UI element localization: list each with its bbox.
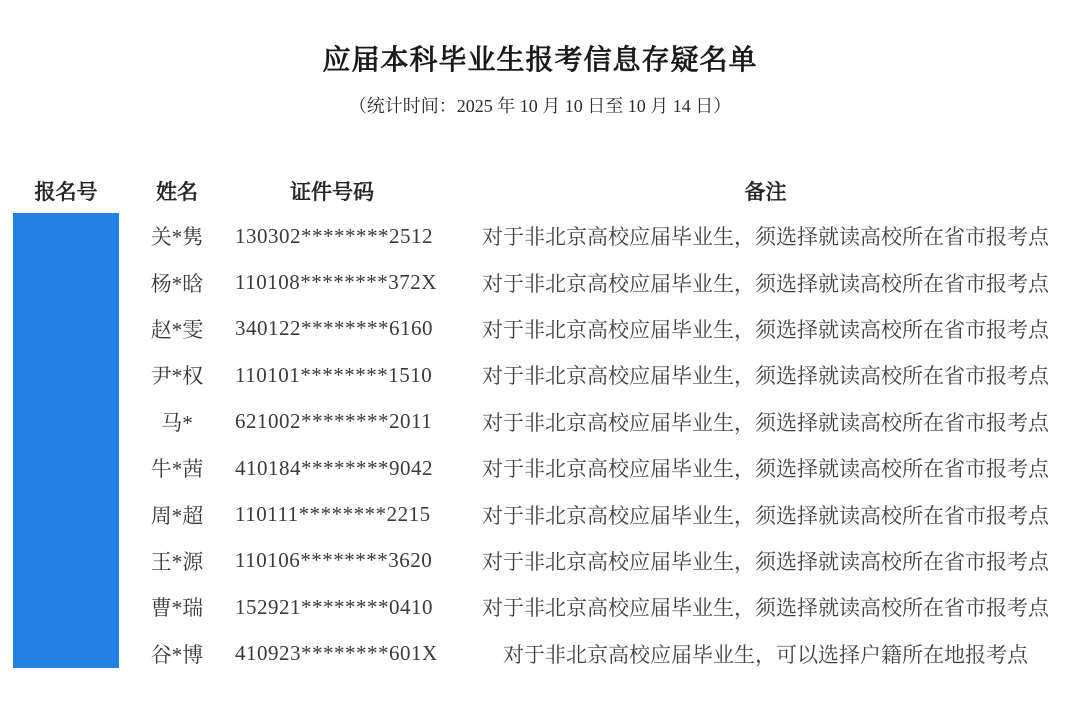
header-id-number: 证件号码 [290, 180, 374, 204]
table-rows [0, 213, 1080, 677]
row-id-number: 110108********372X [235, 270, 437, 295]
page-subtitle: （统计时间：2025 年 10 月 10 日至 10 月 14 日） [348, 96, 732, 116]
header-reg-no: 报名号 [34, 180, 98, 204]
row-remark: 对于非北京高校应届毕业生，须选择就读高校所在省市报考点 [482, 317, 1049, 342]
row-id-number: 340122********6160 [235, 316, 433, 341]
row-remark: 对于非北京高校应届毕业生，须选择就读高校所在省市报考点 [482, 271, 1049, 296]
row-remark: 对于非北京高校应届毕业生，须选择就读高校所在省市报考点 [482, 503, 1049, 528]
row-id-number: 110101********1510 [235, 362, 433, 387]
applicant-table [0, 176, 1080, 677]
row-name: 谷*博 [150, 642, 204, 667]
table-row [0, 306, 1080, 352]
header-name: 姓名 [156, 180, 198, 204]
row-remark: 对于非北京高校应届毕业生，须选择就读高校所在省市报考点 [482, 410, 1049, 435]
row-name: 牛*茜 [150, 457, 204, 482]
table-row [0, 538, 1080, 584]
row-name: 杨*晗 [150, 271, 204, 296]
row-remark: 对于非北京高校应届毕业生，须选择就读高校所在省市报考点 [482, 596, 1049, 621]
table-row [0, 399, 1080, 445]
table-row [0, 631, 1080, 677]
page-title: 应届本科毕业生报考信息存疑名单 [322, 45, 758, 76]
row-name: 尹*权 [150, 364, 204, 389]
table-row [0, 445, 1080, 491]
table-row [0, 584, 1080, 630]
row-id-number: 110106********3620 [235, 548, 433, 573]
row-id-number: 110111********2215 [235, 502, 431, 527]
row-name: 王*源 [150, 549, 204, 574]
document-page [0, 44, 1080, 724]
row-id-number: 621002********2011 [235, 409, 433, 434]
row-id-number: 152921********0410 [235, 594, 433, 619]
row-remark: 对于非北京高校应届毕业生，须选择就读高校所在省市报考点 [482, 549, 1049, 574]
row-id-number: 130302********2512 [235, 223, 433, 248]
row-name: 周*超 [150, 503, 204, 528]
table-header-row [0, 176, 1080, 202]
row-remark: 对于非北京高校应届毕业生，须选择就读高校所在省市报考点 [482, 225, 1049, 250]
row-remark: 对于非北京高校应届毕业生，可以选择户籍所在地报考点 [503, 642, 1028, 667]
header-remark: 备注 [744, 180, 787, 204]
row-remark: 对于非北京高校应届毕业生，须选择就读高校所在省市报考点 [482, 364, 1049, 389]
table-row [0, 213, 1080, 259]
row-remark: 对于非北京高校应届毕业生，须选择就读高校所在省市报考点 [482, 457, 1049, 482]
reg-no-redaction-block [13, 213, 119, 668]
row-id-number: 410184********9042 [235, 455, 433, 480]
row-name: 曹*瑞 [150, 596, 204, 621]
table-row [0, 259, 1080, 305]
table-row [0, 352, 1080, 398]
row-id-number: 410923********601X [235, 641, 438, 666]
row-name: 马* [161, 410, 193, 435]
row-name: 赵*雯 [150, 317, 204, 342]
table-row [0, 491, 1080, 537]
table-body [0, 213, 1080, 677]
row-name: 关*隽 [150, 225, 204, 250]
